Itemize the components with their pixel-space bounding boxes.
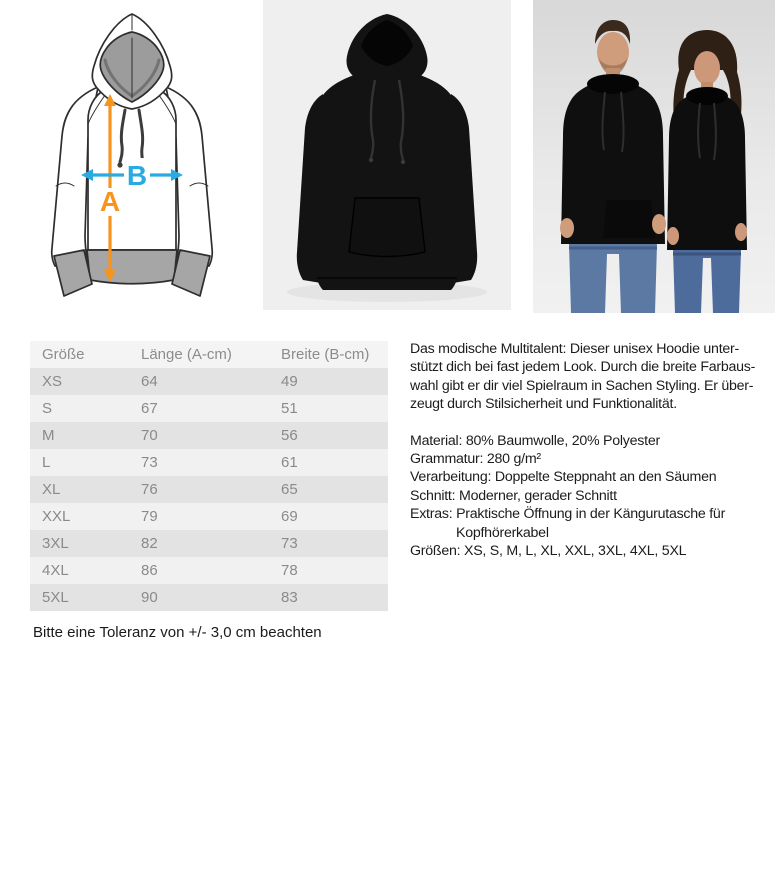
measure-a-label: A xyxy=(99,186,121,217)
width-cell: 78 xyxy=(281,562,298,579)
width-cell: 49 xyxy=(281,373,298,390)
black-hoodie-image xyxy=(263,0,511,310)
table-row xyxy=(30,557,388,584)
table-row xyxy=(30,530,388,557)
description-line: Das modische Multitalent: Dieser unisex Hoodie unter- xyxy=(410,341,739,357)
width-cell: 73 xyxy=(281,535,298,552)
spec-material: Material: 80% Baumwolle, 20% Polyester xyxy=(410,432,660,449)
size-cell: XS xyxy=(42,373,63,390)
length-cell: 67 xyxy=(141,400,158,417)
table-row xyxy=(30,584,388,611)
spec-grammatur: Grammatur: 280 g/m² xyxy=(410,451,541,468)
length-cell: 86 xyxy=(141,562,158,579)
size-cell: XXL xyxy=(42,508,71,525)
description-line: stützt dich bei fast jedem Look. Durch die breite Farbaus- xyxy=(410,359,756,376)
product-description xyxy=(410,340,777,560)
size-cell: L xyxy=(42,454,51,471)
length-cell: 90 xyxy=(141,589,158,606)
table-row xyxy=(30,476,388,503)
length-cell: 64 xyxy=(141,373,158,390)
paragraph-spacer xyxy=(410,414,777,432)
width-cell: 69 xyxy=(281,508,298,525)
models-image xyxy=(533,0,775,313)
hoodie-line-drawing xyxy=(30,8,235,303)
col-header-length: Länge (A-cm) xyxy=(141,346,232,363)
description-line: zeugt durch Stilsicherheit und Funktionalität. xyxy=(410,396,677,413)
spec-extras: Extras: Praktische Öffnung in der Kängurutasche für xyxy=(410,506,726,523)
table-header-row xyxy=(30,341,388,368)
width-cell: 56 xyxy=(281,427,298,444)
size-table xyxy=(30,341,388,611)
spec-verarbeitung: Verarbeitung: Doppelte Steppnaht an den Säumen xyxy=(410,469,717,486)
length-cell: 76 xyxy=(141,481,158,498)
length-cell: 82 xyxy=(141,535,158,552)
size-cell: 3XL xyxy=(42,535,69,552)
size-cell: M xyxy=(42,427,55,444)
spec-extras-continued: Kopfhörerkabel xyxy=(456,524,549,541)
col-header-size: Größe xyxy=(42,346,85,363)
size-cell: XL xyxy=(42,481,61,498)
length-cell: 70 xyxy=(141,427,158,444)
tolerance-note: Bitte eine Toleranz von +/- 3,0 cm beachten xyxy=(33,624,322,641)
product-photo-front[interactable] xyxy=(263,0,511,310)
table-row xyxy=(30,422,388,449)
size-diagram-image[interactable] xyxy=(30,8,235,303)
width-cell: 83 xyxy=(281,589,298,606)
width-cell: 65 xyxy=(281,481,298,498)
spec-groessen: Größen: XS, S, M, L, XL, XXL, 3XL, 4XL, 5XL xyxy=(410,543,687,560)
table-row xyxy=(30,503,388,530)
description-line: wahl gibt er dir viel Spielraum in Sachen Styling. Er über- xyxy=(410,377,754,394)
length-cell: 73 xyxy=(141,454,158,471)
size-cell: 4XL xyxy=(42,562,69,579)
table-body xyxy=(30,368,388,611)
table-row xyxy=(30,368,388,395)
width-cell: 61 xyxy=(281,454,298,471)
measure-b-label: B xyxy=(126,160,148,191)
length-cell: 79 xyxy=(141,508,158,525)
col-header-width: Breite (B-cm) xyxy=(281,346,370,363)
models-photo[interactable] xyxy=(533,0,775,313)
table-row xyxy=(30,449,388,476)
spec-schnitt: Schnitt: Moderner, gerader Schnitt xyxy=(410,487,617,504)
table-row xyxy=(30,395,388,422)
size-cell: 5XL xyxy=(42,589,69,606)
width-cell: 51 xyxy=(281,400,298,417)
size-cell: S xyxy=(42,400,53,417)
